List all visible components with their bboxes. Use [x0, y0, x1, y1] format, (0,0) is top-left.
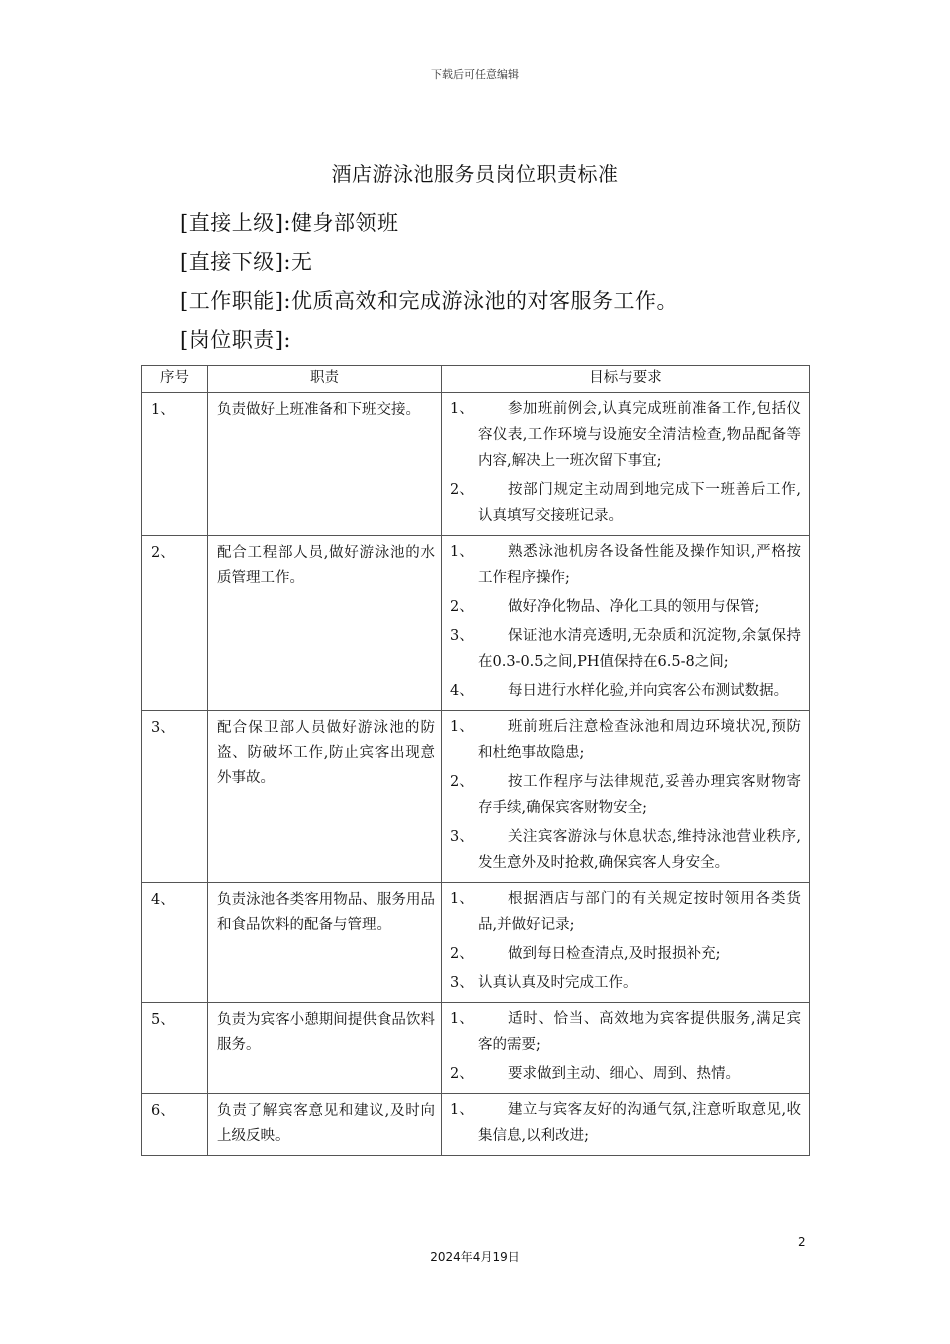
- table-row: [142, 393, 810, 536]
- goal-index: 3、: [450, 975, 474, 991]
- goal-item: [450, 594, 801, 620]
- goal-item: [450, 1061, 801, 1087]
- goal-item: [450, 1097, 801, 1149]
- footer-date: 2024年4月19日: [430, 1250, 520, 1264]
- goal-item: [450, 769, 801, 821]
- duty-text: 负责做好上班准备和下班交接。: [217, 402, 420, 418]
- field-direct-superior: [直接上级]:健身部领班: [180, 211, 399, 235]
- goals-cell: [442, 393, 810, 536]
- goal-index: 4、: [450, 683, 474, 699]
- goals-cell: [442, 1003, 810, 1094]
- goal-item: [450, 623, 801, 675]
- duty-text: 负责为宾客小憩期间提供食品饮料服务。: [217, 1012, 435, 1053]
- goal-item: [450, 539, 801, 591]
- table-body: [142, 393, 810, 1156]
- row-number: 4、: [151, 892, 175, 908]
- row-number-cell: [142, 883, 208, 1003]
- goal-index: 1、: [450, 891, 474, 907]
- goal-item: [450, 970, 801, 996]
- goal-index: 2、: [450, 482, 474, 498]
- row-number: 3、: [151, 720, 175, 736]
- goal-index: 2、: [450, 946, 474, 962]
- document-title: 酒店游泳池服务员岗位职责标准: [331, 162, 619, 186]
- goal-text: 建立与宾客友好的沟通气氛,注意听取意见,收集信息,以利改进;: [478, 1102, 801, 1144]
- goal-index: 3、: [450, 628, 474, 644]
- duty-text: 负责了解宾客意见和建议,及时向上级反映。: [217, 1103, 435, 1144]
- goal-item: [450, 477, 801, 529]
- goal-text: 熟悉泳池机房各设备性能及操作知识,严格按工作程序操作;: [478, 544, 801, 586]
- table-row: [142, 1094, 810, 1156]
- table-row: [142, 536, 810, 711]
- row-number: 1、: [151, 402, 175, 418]
- field-duties-heading: [岗位职责]:: [180, 328, 291, 352]
- goal-index: 1、: [450, 1011, 474, 1027]
- duty-cell: [208, 1094, 442, 1156]
- row-number-cell: [142, 711, 208, 883]
- header-note: 下载后可任意编辑: [431, 68, 519, 81]
- goal-text: 每日进行水样化验,并向宾客公布测试数据。: [508, 683, 789, 699]
- header-goals: 目标与要求: [442, 366, 810, 393]
- duty-cell: [208, 1003, 442, 1094]
- header-duty: 职责: [208, 366, 442, 393]
- header-number: 序号: [142, 366, 208, 393]
- goal-text: 按工作程序与法律规范,妥善办理宾客财物寄存手续,确保宾客财物安全;: [478, 774, 801, 816]
- row-number: 6、: [151, 1103, 175, 1119]
- goal-text: 按部门规定主动周到地完成下一班善后工作,认真填写交接班记录。: [478, 482, 801, 524]
- goal-text: 做到每日检查清点,及时报损补充;: [508, 946, 721, 962]
- page-number: 2: [798, 1235, 806, 1249]
- goal-text: 适时、恰当、高效地为宾客提供服务,满足宾客的需要;: [478, 1011, 801, 1053]
- table-header-row: [142, 366, 810, 393]
- duty-text: 负责泳池各类客用物品、服务用品和食品饮料的配备与管理。: [217, 892, 435, 933]
- goal-text: 要求做到主动、细心、周到、热情。: [508, 1066, 740, 1082]
- table-row: [142, 883, 810, 1003]
- goal-item: [450, 678, 801, 704]
- field-job-function: [工作职能]:优质高效和完成游泳池的对客服务工作。: [180, 289, 678, 313]
- goal-index: 1、: [450, 719, 474, 735]
- goal-item: [450, 886, 801, 938]
- goals-cell: [442, 1094, 810, 1156]
- goals-cell: [442, 711, 810, 883]
- goal-text: 做好净化物品、净化工具的领用与保管;: [508, 599, 760, 615]
- duty-cell: [208, 711, 442, 883]
- goal-text: 班前班后注意检查泳池和周边环境状况,预防和杜绝事故隐患;: [478, 719, 801, 761]
- goal-item: [450, 396, 801, 474]
- goal-index: 2、: [450, 1066, 474, 1082]
- duty-text: 配合工程部人员,做好游泳池的水质管理工作。: [217, 545, 435, 586]
- goal-index: 1、: [450, 544, 474, 560]
- goal-index: 3、: [450, 829, 474, 845]
- goal-text: 保证池水清亮透明,无杂质和沉淀物,余氯保持在0.3-0.5之间,PH值保持在6.5-8之间;: [478, 628, 801, 670]
- goal-text: 认真认真及时完成工作。: [478, 975, 638, 991]
- duty-text: 配合保卫部人员做好游泳池的防盗、防破坏工作,防止宾客出现意外事故。: [217, 720, 435, 786]
- duty-cell: [208, 536, 442, 711]
- row-number-cell: [142, 1094, 208, 1156]
- row-number: 5、: [151, 1012, 175, 1028]
- row-number-cell: [142, 1003, 208, 1094]
- goal-text: 根据酒店与部门的有关规定按时领用各类货品,并做好记录;: [478, 891, 801, 933]
- goal-index: 2、: [450, 774, 474, 790]
- goal-index: 1、: [450, 401, 474, 417]
- goal-item: [450, 1006, 801, 1058]
- table-row: [142, 711, 810, 883]
- row-number-cell: [142, 393, 208, 536]
- field-direct-subordinate: [直接下级]:无: [180, 250, 313, 274]
- goals-cell: [442, 883, 810, 1003]
- goal-item: [450, 824, 801, 876]
- row-number: 2、: [151, 545, 175, 561]
- duties-table: [141, 365, 810, 1156]
- goal-text: 关注宾客游泳与休息状态,维持泳池营业秩序,发生意外及时抢救,确保宾客人身安全。: [478, 829, 801, 871]
- goal-item: [450, 941, 801, 967]
- goal-index: 1、: [450, 1102, 474, 1118]
- goal-item: [450, 714, 801, 766]
- goal-text: 参加班前例会,认真完成班前准备工作,包括仪容仪表,工作环境与设施安全清洁检查,物品配备等内容,解决上一班次留下事宜;: [478, 401, 801, 469]
- goal-index: 2、: [450, 599, 474, 615]
- goals-cell: [442, 536, 810, 711]
- duty-cell: [208, 393, 442, 536]
- duty-cell: [208, 883, 442, 1003]
- table-row: [142, 1003, 810, 1094]
- row-number-cell: [142, 536, 208, 711]
